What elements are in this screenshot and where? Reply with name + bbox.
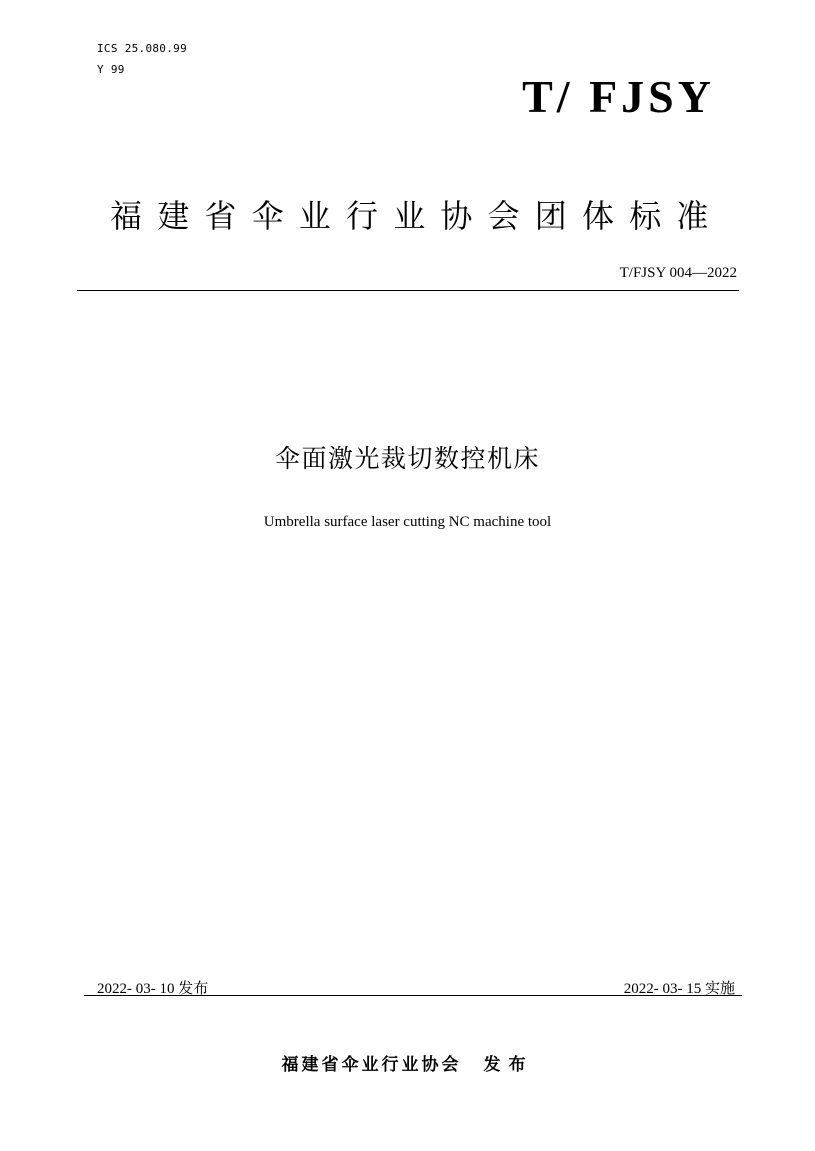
ics-code: ICS 25.080.99 [97, 42, 187, 55]
effective-date: 2022- 03- 15 实施 [623, 981, 735, 997]
ccs-code: Y 99 [97, 63, 125, 76]
organization-standard-title: 福建省伞业行业协会团体标准 [110, 197, 724, 235]
document-title-english: Umbrella surface laser cutting NC machine tool [263, 514, 552, 530]
standard-number: T/FJSY 004—2022 [619, 265, 737, 281]
issuer-name: 福建省伞业行业协会 [281, 1055, 462, 1075]
issue-date: 2022- 03- 10 发布 [97, 981, 209, 997]
footer-divider [84, 995, 742, 996]
document-title-chinese: 伞面激光裁切数控机床 [274, 444, 540, 473]
issuer-line [0, 1050, 815, 1075]
issuer-action: 发布 [483, 1055, 534, 1075]
standard-code-mark: T/ FJSY [522, 71, 715, 122]
header-divider [77, 290, 739, 291]
